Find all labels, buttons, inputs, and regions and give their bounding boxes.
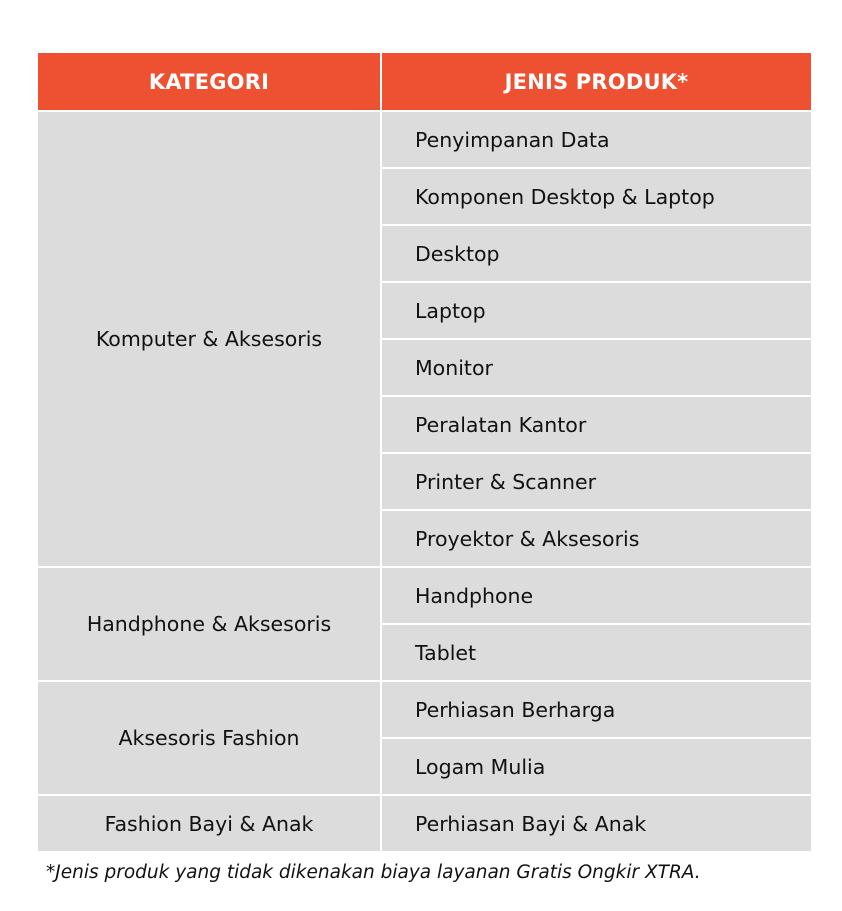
product-category-table — [38, 53, 811, 851]
product-cell: Desktop — [382, 226, 811, 281]
product-cell: Monitor — [382, 340, 811, 395]
group-komputer — [38, 112, 811, 566]
product-cell: Proyektor & Aksesoris — [382, 511, 811, 566]
table-header — [38, 53, 811, 110]
category-cell: Aksesoris Fashion — [38, 682, 380, 794]
product-cell: Komponen Desktop & Laptop — [382, 169, 811, 224]
group-aksesoris-fashion — [38, 682, 811, 794]
product-cell: Laptop — [382, 283, 811, 338]
category-cell: Handphone & Aksesoris — [38, 568, 380, 680]
product-cell: Penyimpanan Data — [382, 112, 811, 167]
product-cell: Peralatan Kantor — [382, 397, 811, 452]
product-cell: Tablet — [382, 625, 811, 680]
product-cell: Printer & Scanner — [382, 454, 811, 509]
category-cell: Komputer & Aksesoris — [38, 112, 380, 566]
footnote: *Jenis produk yang tidak dikenakan biaya layanan Gratis Ongkir XTRA. — [46, 862, 701, 883]
product-cell: Perhiasan Berharga — [382, 682, 811, 737]
group-handphone — [38, 568, 811, 680]
product-cell: Handphone — [382, 568, 811, 623]
product-cell: Perhiasan Bayi & Anak — [382, 796, 811, 851]
category-cell: Fashion Bayi & Anak — [38, 796, 380, 851]
group-fashion-bayi — [38, 796, 811, 851]
header-product-type: JENIS PRODUK* — [382, 53, 811, 110]
header-category: KATEGORI — [38, 53, 380, 110]
product-cell: Logam Mulia — [382, 739, 811, 794]
